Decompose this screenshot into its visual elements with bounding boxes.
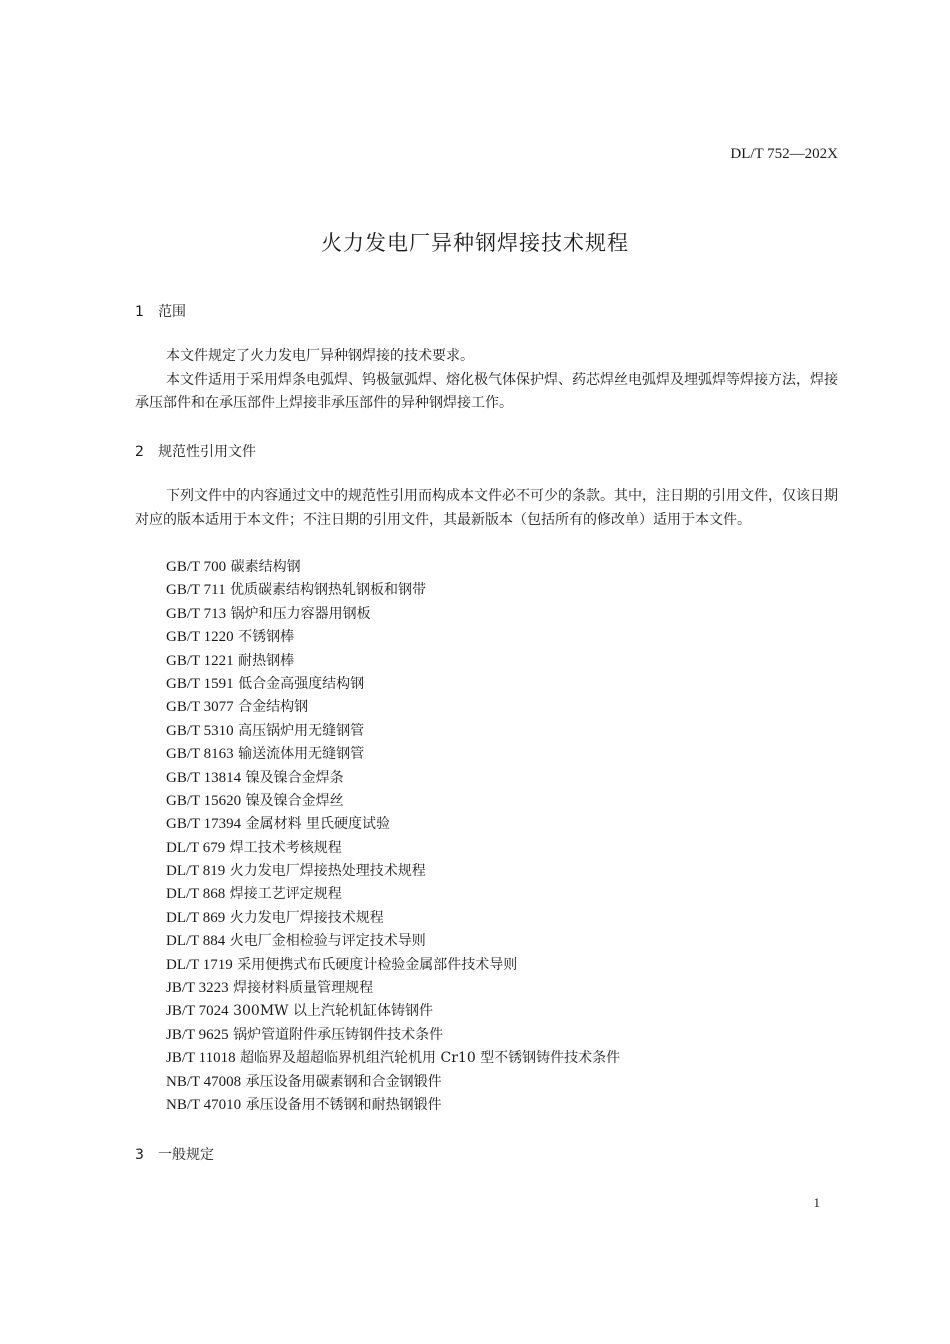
reference-title: 焊接材料质量管理规程 (233, 980, 374, 997)
reference-code: GB/T 17394 (166, 816, 242, 833)
reference-code: GB/T 713 (166, 605, 227, 622)
reference-item (166, 1047, 620, 1070)
reference-code: NB/T 47010 (166, 1096, 242, 1113)
reference-title: 焊接工艺评定规程 (229, 886, 342, 903)
section-1-paragraph: 本文件适用于采用焊条电弧焊、钨极氩弧焊、熔化极气体保护焊、药芯焊丝电弧焊及埋弧焊等焊接方法，焊接承压部件和在承压部件上焊接非承压部件的异种钢焊接工作。 (135, 371, 838, 411)
reference-code: GB/T 15620 (166, 792, 242, 809)
reference-title: 金属材料 里氏硬度试验 (245, 816, 391, 833)
reference-title: 镍及镍合金焊丝 (245, 792, 344, 809)
reference-item (166, 837, 620, 860)
section-1-title: 范围 (158, 304, 186, 320)
reference-code: DL/T 1719 (166, 956, 233, 973)
reference-code: NB/T 47008 (166, 1073, 242, 1090)
reference-title: 承压设备用碳素钢和合金钢锻件 (245, 1073, 442, 1090)
reference-list (166, 556, 620, 1117)
reference-code: GB/T 700 (166, 559, 227, 575)
reference-title: 超临界及超超临界机组汽轮机用 Cr10 型不锈钢铸件技术条件 (240, 1050, 621, 1067)
reference-item (166, 1024, 620, 1047)
reference-code: GB/T 1220 (166, 629, 234, 646)
reference-item (166, 1000, 620, 1023)
reference-code: GB/T 8163 (166, 746, 234, 763)
reference-title: 高压锅炉用无缝钢管 (238, 722, 365, 739)
section-3-title: 一般规定 (158, 1147, 214, 1163)
reference-title: 承压设备用不锈钢和耐热钢锻件 (245, 1096, 442, 1113)
reference-code: JB/T 3223 (166, 980, 229, 997)
reference-code: DL/T 868 (166, 886, 226, 903)
section-3-heading (135, 1144, 214, 1164)
reference-item (166, 556, 620, 579)
page-number: 1 (813, 1195, 820, 1210)
section-2-title: 规范性引用文件 (158, 444, 256, 460)
reference-item (166, 813, 620, 836)
reference-title: 300MW 以上汽轮机缸体铸钢件 (233, 1003, 434, 1020)
section-1-paragraph: 本文件规定了火力发电厂异种钢焊接的技术要求。 (166, 348, 474, 364)
reference-item (166, 673, 620, 696)
reference-item (166, 1094, 620, 1117)
reference-title: 优质碳素结构钢热轧钢板和钢带 (230, 582, 427, 599)
section-2-number: 2 (135, 444, 144, 460)
reference-title: 焊工技术考核规程 (229, 839, 342, 856)
reference-title: 火力发电厂焊接热处理技术规程 (229, 863, 426, 880)
reference-code: DL/T 884 (166, 933, 226, 950)
reference-title: 碳素结构钢 (230, 559, 301, 575)
reference-item (166, 696, 620, 719)
reference-code: GB/T 711 (166, 582, 226, 599)
standard-code: DL/T 752—202X (730, 146, 838, 162)
reference-code: GB/T 1591 (166, 675, 234, 692)
reference-title: 采用便携式布氏硬度计检验金属部件技术导则 (237, 956, 518, 973)
reference-code: DL/T 869 (166, 909, 226, 926)
reference-item (166, 790, 620, 813)
section-2-intro-paragraph: 下列文件中的内容通过文中的规范性引用而构成本文件必不可少的条款。其中，注日期的引用文件，仅该日期对应的版本适用于本文件；不注日期的引用文件，其最新版本（包括所有的修改单）适用于本文件。 (135, 488, 838, 528)
reference-code: JB/T 9625 (166, 1026, 229, 1043)
reference-code: GB/T 1221 (166, 652, 234, 669)
reference-item (166, 930, 620, 953)
reference-code: GB/T 5310 (166, 722, 234, 739)
reference-code: GB/T 3077 (166, 699, 234, 716)
reference-item (166, 767, 620, 790)
reference-item (166, 626, 620, 649)
section-2-intro (135, 485, 838, 532)
reference-title: 输送流体用无缝钢管 (238, 746, 365, 763)
reference-item (166, 603, 620, 626)
reference-title: 火力发电厂焊接技术规程 (229, 909, 384, 926)
reference-title: 镍及镍合金焊条 (245, 769, 344, 786)
reference-code: DL/T 679 (166, 839, 226, 856)
reference-item (166, 1071, 620, 1094)
reference-item (166, 883, 620, 906)
reference-code: DL/T 819 (166, 863, 226, 880)
reference-item (166, 720, 620, 743)
reference-title: 耐热钢棒 (238, 652, 295, 669)
section-1-number: 1 (135, 304, 144, 320)
section-2-heading (135, 441, 256, 461)
reference-title: 锅炉管道附件承压铸钢件技术条件 (233, 1026, 444, 1043)
reference-item (166, 907, 620, 930)
reference-code: GB/T 13814 (166, 769, 242, 786)
reference-item (166, 954, 620, 977)
reference-title: 不锈钢棒 (238, 629, 295, 646)
reference-code: JB/T 7024 (166, 1003, 229, 1020)
reference-title: 低合金高强度结构钢 (238, 675, 365, 692)
reference-title: 锅炉和压力容器用钢板 (230, 605, 371, 622)
reference-item (166, 860, 620, 883)
reference-title: 合金结构钢 (238, 699, 309, 716)
reference-code: JB/T 11018 (166, 1050, 236, 1067)
section-3-number: 3 (135, 1147, 144, 1163)
section-1-heading (135, 301, 186, 321)
reference-item (166, 977, 620, 1000)
reference-title: 火电厂金相检验与评定技术导则 (229, 933, 426, 950)
page-title: 火力发电厂异种钢焊接技术规程 (321, 231, 629, 255)
reference-item (166, 743, 620, 766)
reference-item (166, 579, 620, 602)
reference-item (166, 650, 620, 673)
section-1-body (135, 345, 838, 416)
